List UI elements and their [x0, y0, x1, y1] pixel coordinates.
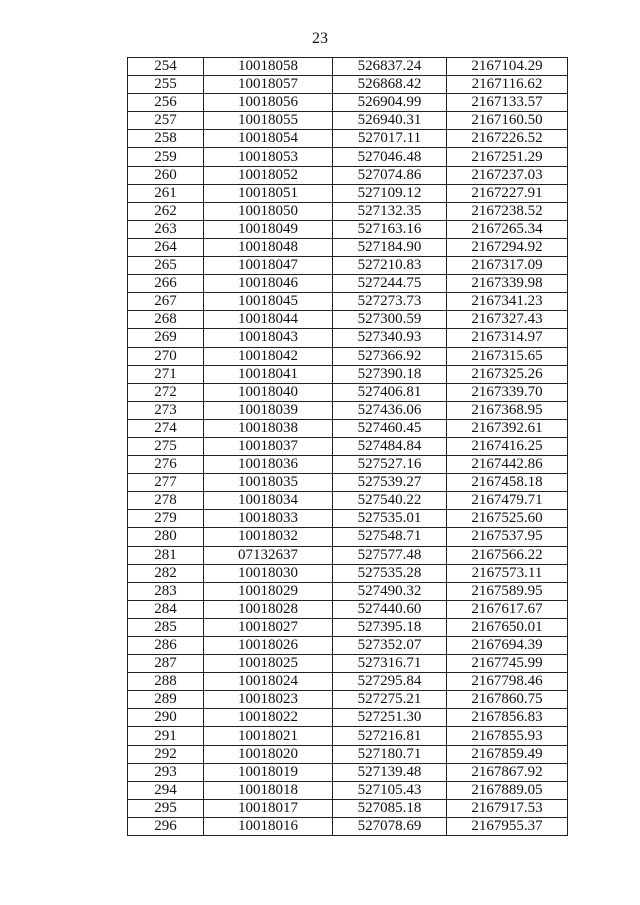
x-coordinate-cell: 527366.92	[333, 347, 447, 365]
row-number-cell: 286	[128, 637, 204, 655]
y-coordinate-cell: 2167341.23	[447, 293, 568, 311]
point-id-cell: 10018058	[204, 58, 333, 76]
row-number-cell: 271	[128, 365, 204, 383]
point-id-cell: 10018032	[204, 528, 333, 546]
row-number-cell: 269	[128, 329, 204, 347]
x-coordinate-cell: 527132.35	[333, 202, 447, 220]
y-coordinate-cell: 2167392.61	[447, 419, 568, 437]
point-id-cell: 10018045	[204, 293, 333, 311]
table-row	[128, 781, 568, 799]
point-id-cell: 10018016	[204, 817, 333, 835]
x-coordinate-cell: 527577.48	[333, 546, 447, 564]
x-coordinate-cell: 527535.01	[333, 510, 447, 528]
table-row	[128, 637, 568, 655]
x-coordinate-cell: 527395.18	[333, 618, 447, 636]
y-coordinate-cell: 2167325.26	[447, 365, 568, 383]
x-coordinate-cell: 527539.27	[333, 474, 447, 492]
row-number-cell: 261	[128, 184, 204, 202]
row-number-cell: 264	[128, 238, 204, 256]
x-coordinate-cell: 527216.81	[333, 727, 447, 745]
row-number-cell: 256	[128, 94, 204, 112]
row-number-cell: 255	[128, 76, 204, 94]
table-row	[128, 618, 568, 636]
point-id-cell: 10018025	[204, 655, 333, 673]
table-row	[128, 238, 568, 256]
x-coordinate-cell: 527105.43	[333, 781, 447, 799]
x-coordinate-cell: 527109.12	[333, 184, 447, 202]
row-number-cell: 262	[128, 202, 204, 220]
x-coordinate-cell: 527548.71	[333, 528, 447, 546]
point-id-cell: 10018030	[204, 564, 333, 582]
row-number-cell: 290	[128, 709, 204, 727]
page-number: 23	[312, 30, 328, 47]
row-number-cell: 295	[128, 799, 204, 817]
table-row	[128, 257, 568, 275]
point-id-cell: 10018054	[204, 130, 333, 148]
point-id-cell: 10018051	[204, 184, 333, 202]
row-number-cell: 259	[128, 148, 204, 166]
row-number-cell: 296	[128, 817, 204, 835]
point-id-cell: 10018041	[204, 365, 333, 383]
x-coordinate-cell: 527440.60	[333, 600, 447, 618]
point-id-cell: 10018052	[204, 166, 333, 184]
point-id-cell: 10018029	[204, 582, 333, 600]
y-coordinate-cell: 2167859.49	[447, 745, 568, 763]
y-coordinate-cell: 2167416.25	[447, 437, 568, 455]
table-row	[128, 745, 568, 763]
row-number-cell: 281	[128, 546, 204, 564]
point-id-cell: 07132637	[204, 546, 333, 564]
x-coordinate-cell: 527275.21	[333, 691, 447, 709]
y-coordinate-cell: 2167479.71	[447, 492, 568, 510]
y-coordinate-cell: 2167694.39	[447, 637, 568, 655]
table-row	[128, 510, 568, 528]
row-number-cell: 260	[128, 166, 204, 184]
y-coordinate-cell: 2167855.93	[447, 727, 568, 745]
point-id-cell: 10018044	[204, 311, 333, 329]
y-coordinate-cell: 2167573.11	[447, 564, 568, 582]
row-number-cell: 291	[128, 727, 204, 745]
point-id-cell: 10018050	[204, 202, 333, 220]
x-coordinate-cell: 527406.81	[333, 383, 447, 401]
table-row	[128, 582, 568, 600]
point-id-cell: 10018034	[204, 492, 333, 510]
point-id-cell: 10018055	[204, 112, 333, 130]
row-number-cell: 274	[128, 419, 204, 437]
table-row	[128, 275, 568, 293]
x-coordinate-cell: 527163.16	[333, 220, 447, 238]
x-coordinate-cell: 526868.42	[333, 76, 447, 94]
table-row	[128, 564, 568, 582]
point-id-cell: 10018020	[204, 745, 333, 763]
y-coordinate-cell: 2167650.01	[447, 618, 568, 636]
row-number-cell: 276	[128, 456, 204, 474]
table-row	[128, 383, 568, 401]
point-id-cell: 10018043	[204, 329, 333, 347]
table-row	[128, 347, 568, 365]
point-id-cell: 10018024	[204, 673, 333, 691]
y-coordinate-cell: 2167104.29	[447, 58, 568, 76]
row-number-cell: 284	[128, 600, 204, 618]
x-coordinate-cell: 527017.11	[333, 130, 447, 148]
point-id-cell: 10018028	[204, 600, 333, 618]
row-number-cell: 282	[128, 564, 204, 582]
y-coordinate-cell: 2167856.83	[447, 709, 568, 727]
y-coordinate-cell: 2167327.43	[447, 311, 568, 329]
table-row	[128, 202, 568, 220]
row-number-cell: 273	[128, 401, 204, 419]
y-coordinate-cell: 2167442.86	[447, 456, 568, 474]
point-id-cell: 10018022	[204, 709, 333, 727]
table-row	[128, 727, 568, 745]
table-row	[128, 817, 568, 835]
table-row	[128, 94, 568, 112]
row-number-cell: 287	[128, 655, 204, 673]
table-row	[128, 130, 568, 148]
x-coordinate-cell: 527078.69	[333, 817, 447, 835]
table-row	[128, 58, 568, 76]
row-number-cell: 272	[128, 383, 204, 401]
table-row	[128, 673, 568, 691]
table-row	[128, 419, 568, 437]
row-number-cell: 267	[128, 293, 204, 311]
point-id-cell: 10018021	[204, 727, 333, 745]
point-id-cell: 10018035	[204, 474, 333, 492]
x-coordinate-cell: 527352.07	[333, 637, 447, 655]
row-number-cell: 254	[128, 58, 204, 76]
row-number-cell: 293	[128, 763, 204, 781]
row-number-cell: 285	[128, 618, 204, 636]
point-id-cell: 10018053	[204, 148, 333, 166]
y-coordinate-cell: 2167798.46	[447, 673, 568, 691]
x-coordinate-cell: 527085.18	[333, 799, 447, 817]
y-coordinate-cell: 2167315.65	[447, 347, 568, 365]
table-row	[128, 456, 568, 474]
y-coordinate-cell: 2167589.95	[447, 582, 568, 600]
row-number-cell: 275	[128, 437, 204, 455]
table-row	[128, 220, 568, 238]
y-coordinate-cell: 2167160.50	[447, 112, 568, 130]
point-id-cell: 10018019	[204, 763, 333, 781]
table-row	[128, 76, 568, 94]
y-coordinate-cell: 2167314.97	[447, 329, 568, 347]
x-coordinate-cell: 527540.22	[333, 492, 447, 510]
table-row	[128, 401, 568, 419]
point-id-cell: 10018056	[204, 94, 333, 112]
point-id-cell: 10018042	[204, 347, 333, 365]
y-coordinate-cell: 2167226.52	[447, 130, 568, 148]
y-coordinate-cell: 2167917.53	[447, 799, 568, 817]
x-coordinate-cell: 527139.48	[333, 763, 447, 781]
table-row	[128, 655, 568, 673]
point-id-cell: 10018038	[204, 419, 333, 437]
y-coordinate-cell: 2167339.70	[447, 383, 568, 401]
table-row	[128, 148, 568, 166]
x-coordinate-cell: 527184.90	[333, 238, 447, 256]
table-row	[128, 166, 568, 184]
point-id-cell: 10018033	[204, 510, 333, 528]
row-number-cell: 289	[128, 691, 204, 709]
y-coordinate-cell: 2167955.37	[447, 817, 568, 835]
x-coordinate-cell: 527273.73	[333, 293, 447, 311]
y-coordinate-cell: 2167617.67	[447, 600, 568, 618]
y-coordinate-cell: 2167133.57	[447, 94, 568, 112]
table-row	[128, 799, 568, 817]
coordinates-table-body	[128, 58, 568, 836]
y-coordinate-cell: 2167238.52	[447, 202, 568, 220]
x-coordinate-cell: 527295.84	[333, 673, 447, 691]
x-coordinate-cell: 527460.45	[333, 419, 447, 437]
x-coordinate-cell: 527300.59	[333, 311, 447, 329]
y-coordinate-cell: 2167566.22	[447, 546, 568, 564]
table-row	[128, 293, 568, 311]
table-row	[128, 546, 568, 564]
y-coordinate-cell: 2167116.62	[447, 76, 568, 94]
x-coordinate-cell: 527436.06	[333, 401, 447, 419]
table-row	[128, 329, 568, 347]
point-id-cell: 10018057	[204, 76, 333, 94]
point-id-cell: 10018026	[204, 637, 333, 655]
y-coordinate-cell: 2167251.29	[447, 148, 568, 166]
row-number-cell: 294	[128, 781, 204, 799]
table-row	[128, 184, 568, 202]
point-id-cell: 10018049	[204, 220, 333, 238]
row-number-cell: 258	[128, 130, 204, 148]
x-coordinate-cell: 527244.75	[333, 275, 447, 293]
coordinates-table	[127, 57, 568, 836]
y-coordinate-cell: 2167265.34	[447, 220, 568, 238]
row-number-cell: 277	[128, 474, 204, 492]
table-row	[128, 474, 568, 492]
row-number-cell: 266	[128, 275, 204, 293]
x-coordinate-cell: 527074.86	[333, 166, 447, 184]
point-id-cell: 10018046	[204, 275, 333, 293]
point-id-cell: 10018018	[204, 781, 333, 799]
point-id-cell: 10018048	[204, 238, 333, 256]
row-number-cell: 265	[128, 257, 204, 275]
row-number-cell: 268	[128, 311, 204, 329]
row-number-cell: 283	[128, 582, 204, 600]
y-coordinate-cell: 2167339.98	[447, 275, 568, 293]
y-coordinate-cell: 2167525.60	[447, 510, 568, 528]
point-id-cell: 10018036	[204, 456, 333, 474]
row-number-cell: 280	[128, 528, 204, 546]
table-row	[128, 763, 568, 781]
point-id-cell: 10018039	[204, 401, 333, 419]
y-coordinate-cell: 2167537.95	[447, 528, 568, 546]
x-coordinate-cell: 526837.24	[333, 58, 447, 76]
point-id-cell: 10018017	[204, 799, 333, 817]
table-row	[128, 112, 568, 130]
y-coordinate-cell: 2167294.92	[447, 238, 568, 256]
row-number-cell: 288	[128, 673, 204, 691]
table-row	[128, 365, 568, 383]
y-coordinate-cell: 2167745.99	[447, 655, 568, 673]
table-row	[128, 437, 568, 455]
x-coordinate-cell: 527527.16	[333, 456, 447, 474]
y-coordinate-cell: 2167860.75	[447, 691, 568, 709]
table-row	[128, 691, 568, 709]
x-coordinate-cell: 526904.99	[333, 94, 447, 112]
table-row	[128, 709, 568, 727]
y-coordinate-cell: 2167889.05	[447, 781, 568, 799]
y-coordinate-cell: 2167458.18	[447, 474, 568, 492]
x-coordinate-cell: 526940.31	[333, 112, 447, 130]
x-coordinate-cell: 527390.18	[333, 365, 447, 383]
x-coordinate-cell: 527251.30	[333, 709, 447, 727]
y-coordinate-cell: 2167227.91	[447, 184, 568, 202]
row-number-cell: 278	[128, 492, 204, 510]
x-coordinate-cell: 527340.93	[333, 329, 447, 347]
x-coordinate-cell: 527046.48	[333, 148, 447, 166]
row-number-cell: 257	[128, 112, 204, 130]
x-coordinate-cell: 527490.32	[333, 582, 447, 600]
y-coordinate-cell: 2167867.92	[447, 763, 568, 781]
y-coordinate-cell: 2167237.03	[447, 166, 568, 184]
table-row	[128, 600, 568, 618]
point-id-cell: 10018040	[204, 383, 333, 401]
row-number-cell: 279	[128, 510, 204, 528]
point-id-cell: 10018047	[204, 257, 333, 275]
row-number-cell: 263	[128, 220, 204, 238]
y-coordinate-cell: 2167317.09	[447, 257, 568, 275]
point-id-cell: 10018037	[204, 437, 333, 455]
x-coordinate-cell: 527210.83	[333, 257, 447, 275]
table-row	[128, 528, 568, 546]
table-row	[128, 492, 568, 510]
x-coordinate-cell: 527180.71	[333, 745, 447, 763]
point-id-cell: 10018027	[204, 618, 333, 636]
x-coordinate-cell: 527316.71	[333, 655, 447, 673]
point-id-cell: 10018023	[204, 691, 333, 709]
table-row	[128, 311, 568, 329]
x-coordinate-cell: 527535.28	[333, 564, 447, 582]
x-coordinate-cell: 527484.84	[333, 437, 447, 455]
y-coordinate-cell: 2167368.95	[447, 401, 568, 419]
row-number-cell: 270	[128, 347, 204, 365]
row-number-cell: 292	[128, 745, 204, 763]
